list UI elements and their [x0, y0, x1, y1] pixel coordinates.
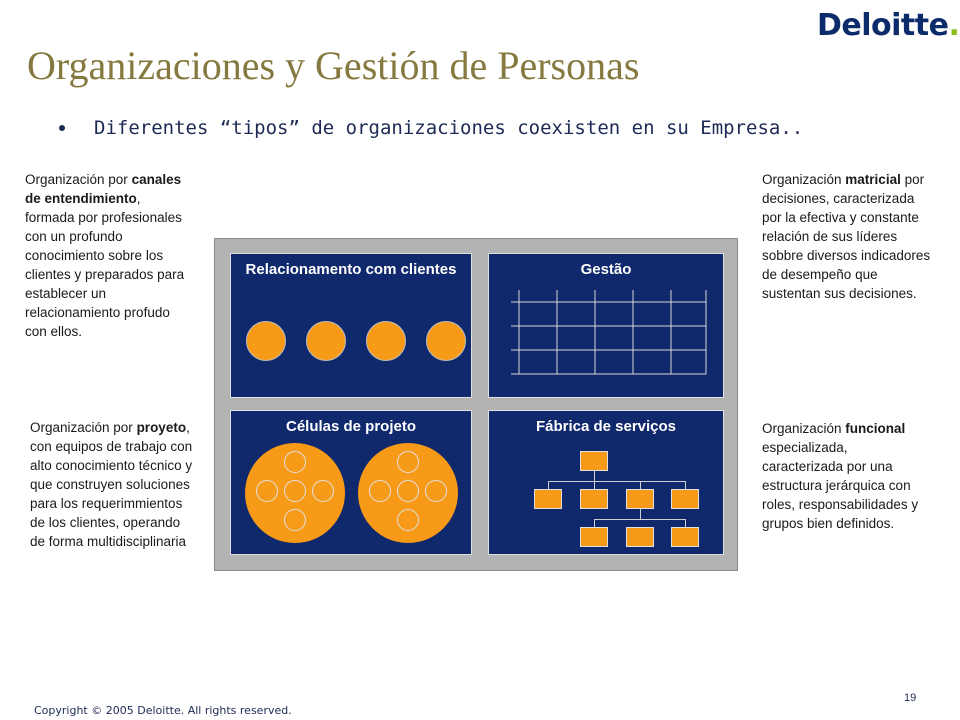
project-cell	[358, 443, 458, 543]
org-box	[580, 489, 608, 509]
member-circle	[369, 480, 391, 502]
member-circle	[397, 480, 419, 502]
desc-keyword: matricial	[845, 172, 901, 187]
member-circle	[256, 480, 278, 502]
desc-text: Organización por	[30, 420, 137, 435]
panel-title: Gestão	[580, 261, 632, 278]
desc-text: , con equipos de trabajo con alto conocimiento técnico y que construyen soluciones para los requerimmientos de los clientes, operando de forma multidisciplinaria	[30, 420, 193, 549]
client-circle	[426, 321, 466, 361]
org-box	[580, 451, 608, 471]
org-connector	[685, 481, 686, 489]
desc-text: especializada, caracterizada por una estructura jerárquica con roles, responsabilidades y grupos bien definidos.	[762, 440, 919, 531]
desc-text: , formada por profesionales con un profundo conocimiento sobre los clientes y preparados para establecer un relacionamiento profudo con ellos.	[25, 191, 185, 339]
desc-matrix	[762, 170, 932, 303]
org-connector	[594, 481, 595, 489]
panel-service-factory	[488, 410, 724, 555]
copyright: Copyright © 2005 Deloitte. All rights reserved.	[34, 704, 292, 717]
org-box	[671, 489, 699, 509]
desc-project	[30, 418, 196, 551]
deloitte-logo	[817, 8, 959, 43]
client-circle	[246, 321, 286, 361]
desc-text: Organización	[762, 172, 846, 187]
desc-functional	[762, 419, 932, 533]
org-connector	[640, 509, 641, 519]
org-connector	[685, 519, 686, 527]
desc-channels	[25, 170, 193, 341]
client-circle	[366, 321, 406, 361]
org-connector	[594, 519, 686, 520]
member-circle	[312, 480, 334, 502]
member-circle	[284, 480, 306, 502]
desc-keyword: funcional	[845, 421, 906, 436]
org-box	[534, 489, 562, 509]
org-connector	[548, 481, 685, 482]
logo-text: Deloitte	[817, 8, 949, 43]
bullet-icon	[59, 125, 65, 131]
client-circle	[306, 321, 346, 361]
panel-title: Células de projeto	[285, 418, 417, 435]
member-circle	[284, 509, 306, 531]
desc-text: por decisiones, caracterizada por la efectiva y constante relación de sus líderes sobbre diversos indicadores de desempeño que sustentan sus decisiones.	[762, 172, 931, 301]
logo-dot: .	[948, 8, 960, 43]
slide-title: Organizaciones y Gestión de Personas	[27, 43, 640, 88]
desc-keyword: canales de entendimiento	[25, 172, 182, 206]
desc-text: Organización	[762, 421, 846, 436]
panel-title: Relacionamento com clientes	[245, 261, 457, 278]
project-cell	[245, 443, 345, 543]
page-number: 19	[904, 692, 917, 704]
org-box	[580, 527, 608, 547]
member-circle	[425, 480, 447, 502]
org-box	[671, 527, 699, 547]
org-box	[626, 489, 654, 509]
bullet-text: Diferentes “tipos” de organizaciones coexisten en su Empresa..	[94, 117, 804, 139]
desc-text: Organización por	[25, 172, 132, 187]
org-connector	[594, 519, 595, 527]
org-connector	[640, 481, 641, 489]
org-box	[626, 527, 654, 547]
panel-management	[488, 253, 724, 398]
member-circle	[284, 451, 306, 473]
panel-customer-relations	[230, 253, 472, 398]
panel-project-cells	[230, 410, 472, 555]
member-circle	[397, 509, 419, 531]
panel-title: Fábrica de serviços	[535, 418, 677, 435]
org-connector	[594, 471, 595, 481]
member-circle	[397, 451, 419, 473]
desc-keyword: proyeto	[136, 420, 187, 435]
org-connector	[548, 481, 549, 489]
matrix-grid-icon	[489, 254, 723, 397]
